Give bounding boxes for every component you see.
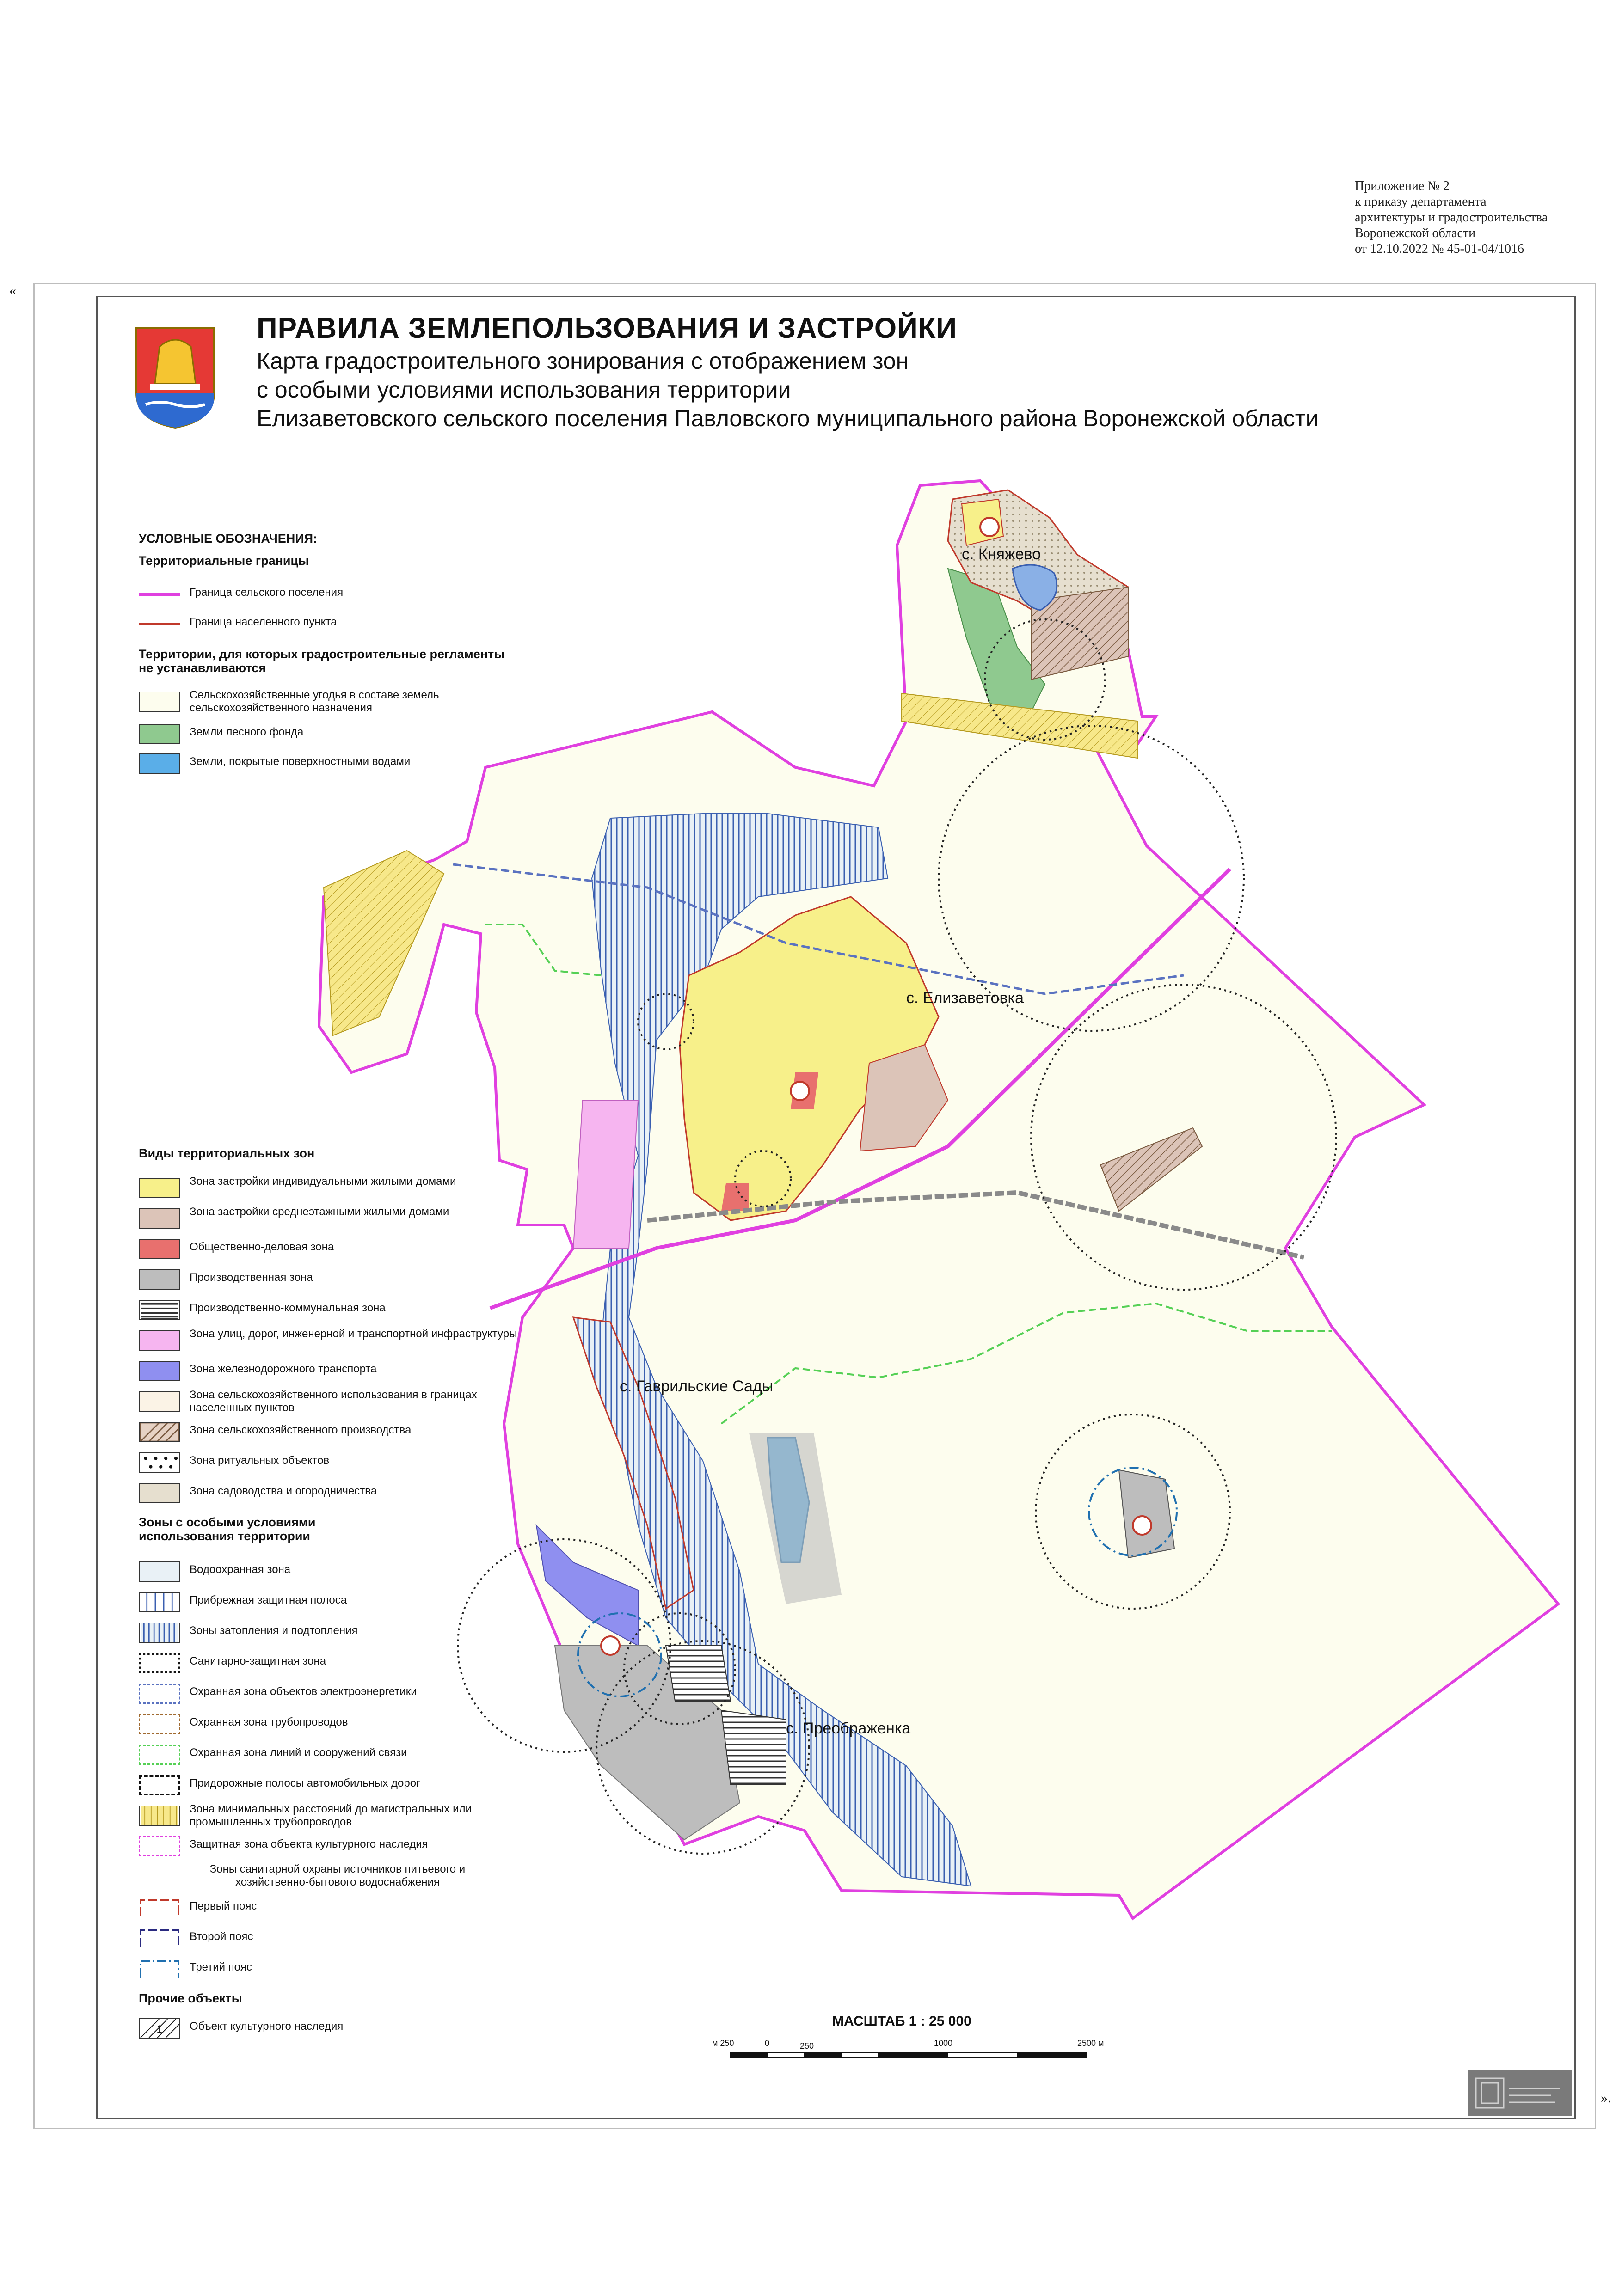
pipeline-zone-swatch	[139, 1714, 180, 1734]
rail-zone-swatch	[139, 1361, 180, 1381]
legend-item	[139, 1175, 522, 1203]
scale-block	[712, 2014, 1128, 2069]
scale-tick: 2500 м	[1077, 2039, 1104, 2048]
legend-label: Зона ритуальных объектов	[190, 1454, 330, 1467]
legend-item	[139, 1620, 522, 1647]
gardening-zone-swatch	[139, 1483, 180, 1503]
legend-label: Второй пояс	[190, 1930, 253, 1943]
scale-tick: 0	[765, 2039, 770, 2048]
heritage-object-marker	[601, 1636, 620, 1655]
second-belt-swatch	[139, 1929, 180, 1949]
settlement-boundary-swatch	[139, 584, 180, 605]
legend-item	[139, 1926, 522, 1953]
legend-section: Зоны с особыми условиями использования территории	[139, 1515, 316, 1543]
roadside-strip-swatch	[139, 1775, 180, 1795]
legend-label: Земли лесного фонда	[190, 726, 304, 738]
legend-section: Территориальные границы	[139, 554, 309, 568]
midrise-housing-swatch	[139, 1208, 180, 1229]
scale-tick: 250	[800, 2041, 814, 2051]
streets-zone-swatch	[139, 1330, 180, 1351]
agri-lands-swatch	[139, 692, 180, 712]
map-title: ПРАВИЛА ЗЕМЛЕПОЛЬЗОВАНИЯ И ЗАСТРОЙКИ	[257, 312, 958, 344]
appendix-line: архитектуры и градостроительства	[1355, 210, 1548, 225]
legend-item	[139, 1681, 522, 1708]
heritage-object-swatch	[139, 2018, 180, 2039]
legend-label: Зона улиц, дорог, инженерной и транспортной инфраструктуры	[190, 1328, 517, 1340]
legend-label: Водоохранная зона	[190, 1563, 291, 1576]
legend-label: Объект культурного наследия	[190, 2020, 344, 2033]
legend-label: Сельскохозяйственные угодья в составе земель сельскохозяйственного назначения	[190, 689, 439, 714]
legend-item	[139, 1589, 522, 1617]
water-protection-swatch	[139, 1561, 180, 1582]
legend-label: Защитная зона объекта культурного наследия	[190, 1838, 428, 1850]
legend-label: Первый пояс	[190, 1900, 257, 1912]
legend-label: Производственная зона	[190, 1271, 313, 1284]
legend-section: Территории, для которых градостроительные регламенты не устанавливаются	[139, 647, 505, 675]
legend-label: Общественно-деловая зона	[190, 1241, 334, 1253]
legend-label: Производственно-коммунальная зона	[190, 1302, 386, 1314]
legend-item	[139, 1419, 522, 1447]
map-subtitle-1: Карта градостроительного зонирования с отображением зон	[257, 348, 909, 374]
opening-quote: «	[9, 283, 16, 298]
heritage-marker-number: 1	[156, 2023, 162, 2035]
scale-tick: м 250	[712, 2039, 734, 2048]
ritual-zone-swatch	[139, 1452, 180, 1473]
legend-item	[139, 1480, 522, 1508]
legend-item	[139, 611, 522, 639]
place-label-knyazhevo: с. Княжево	[962, 545, 1041, 563]
industrial-communal-zone-2	[721, 1710, 786, 1784]
legend-item	[139, 1389, 522, 1416]
map-subtitle-2: с особыми условиями использования территории	[257, 377, 791, 403]
legend-item	[139, 751, 522, 778]
heritage-object-marker	[791, 1082, 809, 1100]
appendix-line: к приказу департамента	[1355, 195, 1487, 209]
heritage-object-marker	[1133, 1516, 1151, 1535]
industrial-communal-swatch	[139, 1300, 180, 1320]
appendix-line: Воронежской области	[1355, 226, 1476, 240]
industrial-zone-swatch	[139, 1269, 180, 1290]
legend-item	[139, 1956, 522, 1984]
organization-stamp-icon	[1468, 2070, 1572, 2116]
legend-item	[139, 1742, 522, 1769]
legend-label: Земли, покрытые поверхностными водами	[190, 755, 411, 768]
legend-label: Граница населенного пункта	[190, 616, 337, 628]
business-zone-2	[721, 1183, 749, 1211]
sanitary-zone-swatch	[139, 1653, 180, 1673]
legend-label: Охранная зона линий и сооружений связи	[190, 1746, 407, 1759]
legend-label: Придорожные полосы автомобильных дорог	[190, 1777, 420, 1789]
legend-label: Зона железнодорожного транспорта	[190, 1363, 377, 1375]
closing-quote: ».	[1601, 2090, 1611, 2106]
legend-item	[139, 689, 522, 716]
scale-title: МАСШТАБ 1 : 25 000	[832, 2014, 971, 2029]
individual-housing-swatch	[139, 1178, 180, 1198]
appendix-line: Приложение № 2	[1355, 179, 1450, 193]
heritage-object-marker	[980, 518, 999, 536]
third-belt-swatch	[139, 1959, 180, 1979]
scale-tick: 1000	[934, 2039, 953, 2048]
agri-use-swatch	[139, 1391, 180, 1412]
legend-label: Санитарно-защитная зона	[190, 1655, 326, 1667]
legend-label: Граница сельского поселения	[190, 586, 344, 599]
legend-label: Охранная зона трубопроводов	[190, 1716, 348, 1728]
place-label-elizavetovka: с. Елизаветовка	[906, 989, 1024, 1007]
legend-item	[139, 1803, 522, 1831]
locality-boundary-swatch	[139, 614, 180, 634]
legend-label: Зона сельскохозяйственного производства	[190, 1424, 412, 1436]
legend-item	[139, 1895, 522, 1923]
legend-item	[139, 1236, 522, 1264]
legend-title: УСЛОВНЫЕ ОБОЗНАЧЕНИЯ:	[139, 532, 318, 545]
legend-item	[139, 1772, 522, 1800]
agri-production-swatch	[139, 1422, 180, 1442]
first-belt-swatch	[139, 1898, 180, 1918]
legend-section: Виды территориальных зон	[139, 1146, 315, 1160]
scale-bar	[712, 2032, 1128, 2069]
appendix-line: от 12.10.2022 № 45-01-04/1016	[1355, 242, 1524, 256]
legend-label: Третий пояс	[190, 1961, 252, 1973]
legend-item	[139, 1833, 522, 1861]
legend-item	[139, 1358, 522, 1386]
legend-section: Зоны санитарной охраны источников питьевого и хозяйственно-бытового водоснабжения	[209, 1863, 466, 1888]
legend-item	[139, 1267, 522, 1294]
industrial-communal-zone	[666, 1646, 731, 1701]
legend-label: Зона садоводства и огородничества	[190, 1485, 377, 1497]
map-subtitle-3: Елизаветовского сельского поселения Павловского муниципального района Воронежской области	[257, 405, 1319, 431]
legend-item	[139, 1206, 522, 1233]
legend-label: Зона минимальных расстояний до магистральных или промышленных трубопроводов	[190, 1803, 472, 1828]
legend-item	[139, 2015, 522, 2043]
legend-item	[139, 1559, 522, 1586]
legend-label: Зоны затопления и подтопления	[190, 1624, 358, 1637]
place-label-gavrilskie: с. Гаврильские Сады	[620, 1378, 774, 1395]
coastal-strip-swatch	[139, 1592, 180, 1612]
legend-label: Зона застройки среднеэтажными жилыми домами	[190, 1206, 449, 1218]
legend-item	[139, 1297, 522, 1325]
legend-item	[139, 582, 522, 609]
legend-item	[139, 1650, 522, 1678]
comm-zone-swatch	[139, 1745, 180, 1765]
power-zone-swatch	[139, 1684, 180, 1704]
water-swatch	[139, 753, 180, 774]
flood-zone-swatch	[139, 1623, 180, 1643]
legend-item	[139, 1450, 522, 1477]
legend-item	[139, 1328, 522, 1355]
legend-label: Зона сельскохозяйственного использования в границах населенных пунктов	[190, 1389, 477, 1414]
min-distance-swatch	[139, 1806, 180, 1826]
legend-label: Зона застройки индивидуальными жилыми домами	[190, 1175, 456, 1188]
legend-item	[139, 721, 522, 749]
business-zone-swatch	[139, 1239, 180, 1259]
forest-swatch	[139, 724, 180, 744]
place-label-preobrazhenka: с. Преображенка	[786, 1720, 911, 1737]
streets-zone	[573, 1100, 638, 1248]
legend-section: Прочие объекты	[139, 1991, 242, 2005]
legend-item	[139, 1711, 522, 1739]
heritage-zone-swatch	[139, 1836, 180, 1856]
legend-label: Прибрежная защитная полоса	[190, 1594, 347, 1606]
legend-label: Охранная зона объектов электроэнергетики	[190, 1685, 417, 1698]
